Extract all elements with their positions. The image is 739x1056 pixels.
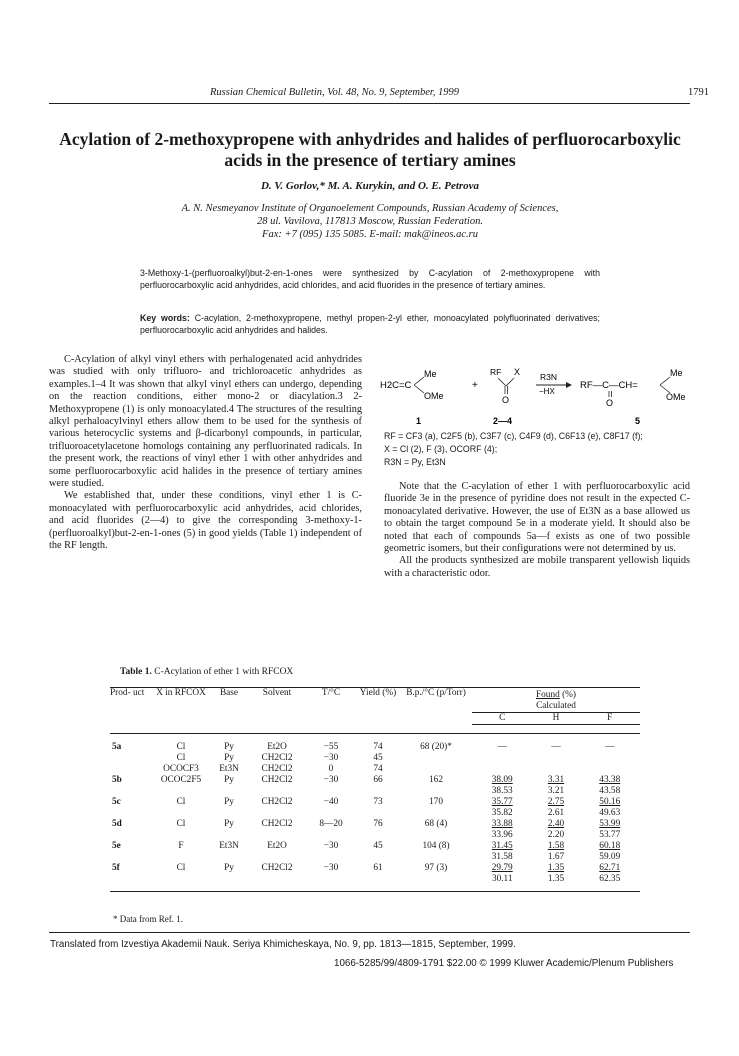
article-title: Acylation of 2-methoxypropene with anhydrides and halides of perfluorocarboxylic acids in the presence of tertiary amines	[59, 129, 681, 170]
table-cell-calc-h: 2.61	[547, 807, 565, 818]
paragraph: All the products synthesized are mobile transparent yellowish liquids with a characteristic odor.	[384, 555, 690, 579]
table-cell-x: Cl	[176, 741, 186, 752]
table-cell-t: 0	[328, 763, 334, 774]
table-cell-found-f: 62.71	[599, 862, 621, 873]
table-cell-yield: 74	[373, 741, 383, 752]
table-row	[110, 742, 640, 753]
table-cell-found-c: 29.79	[491, 862, 513, 873]
table-cell-yield: 74	[373, 763, 383, 774]
table-cell-calc-c: 35.82	[491, 807, 513, 818]
product-carbonyl-o: O	[606, 398, 614, 408]
table-cell-calc-f: 49.63	[599, 807, 621, 818]
table-row-calculated	[110, 874, 640, 885]
product-methyl: Me	[670, 368, 683, 378]
table-cell-solvent: CH2Cl2	[261, 862, 293, 873]
table-row	[110, 775, 640, 786]
table-cell-t: −30	[323, 840, 339, 851]
table-cell-found-h: 1.35	[547, 862, 565, 873]
table-cell-found-f: 50.16	[599, 796, 621, 807]
table-cell-found-c: 35.77	[491, 796, 513, 807]
header-x: X in RFCOX	[152, 688, 210, 725]
table-cell-found-h	[532, 753, 579, 764]
table-cell-solvent: Et2O	[267, 840, 287, 851]
publisher-ids: 1066-5285/99/4809-1791 $22.00 © 1999 Kluwer Academic/Plenum Publishers	[334, 958, 674, 969]
table-cell-calc-c: 31.58	[491, 851, 513, 862]
table-row	[110, 797, 640, 808]
amine-reagent: R3N	[540, 372, 558, 382]
table-cell-found-f: 53.99	[599, 818, 621, 829]
table-cell-t: −30	[323, 752, 339, 763]
header-base: Base	[210, 688, 248, 725]
plus-sign: +	[472, 380, 478, 391]
table-cell-solvent: CH2Cl2	[261, 818, 293, 829]
table-cell-found-f: 60.18	[599, 840, 621, 851]
table-cell-found-h: 1.58	[547, 840, 565, 851]
table-row	[110, 764, 640, 775]
table-cell-calc-c: 30.11	[491, 873, 513, 884]
table-cell-found-c: —	[497, 741, 507, 752]
table-cell-calc-f: 43.58	[599, 785, 621, 796]
table-cell-calc-h: 2.20	[547, 829, 565, 840]
table-cell-x: Cl	[176, 752, 186, 763]
table-cell-solvent: Et2O	[267, 741, 287, 752]
methoxy-label: OMe	[424, 391, 444, 401]
table-cell-solvent: CH2Cl2	[261, 796, 293, 807]
table-cell-yield: 45	[373, 752, 383, 763]
table-cell-found-h: 2.75	[547, 796, 565, 807]
keywords	[140, 313, 600, 336]
table-cell-calc-f: 59.09	[599, 851, 621, 862]
table-cell-found-c	[472, 764, 532, 775]
product-methoxy: OMe	[666, 392, 686, 402]
table-cell-id: 5d	[112, 818, 122, 829]
table-row-calculated	[110, 808, 640, 819]
table-cell-x: Cl	[176, 796, 186, 807]
table-cell-x: Cl	[176, 862, 186, 873]
table-cell-bp: 97 (3)	[424, 862, 448, 873]
table-row-calculated	[110, 830, 640, 841]
table-cell-base: Et3N	[219, 763, 239, 774]
header-bp: B.p./°C (p/Torr)	[400, 688, 472, 725]
header-analysis	[472, 688, 640, 713]
paragraph: We established that, under these conditions, vinyl ether 1 is C-monoacylated with perfluorocarboxylic acid anhydrides, acid chlorides, and acid fluorides (2—4) to give the corresponding 3-methoxy-1-(perfluoroalkyl)but-2-en-1-ones (5) in good yields (Table 1) independent of the RF length.	[49, 490, 362, 552]
table-cell-id: 5e	[112, 840, 121, 851]
table-cell-found-h: 3.31	[547, 774, 565, 785]
header-pct: (%)	[562, 690, 577, 700]
carbonyl-o: O	[502, 395, 510, 405]
table-cell-yield: 73	[373, 796, 383, 807]
table-cell-bp: 162	[429, 774, 443, 785]
definition-line: R3N = Py, Et3N	[384, 457, 446, 467]
table-cell-id	[110, 753, 152, 764]
table-cell-yield: 76	[373, 818, 383, 829]
table-cell-t: −55	[323, 741, 339, 752]
definition-line: X = Cl (2), F (3), OCORF (4);	[384, 444, 498, 454]
table-cell-found-f: —	[605, 741, 615, 752]
table-row-calculated	[110, 852, 640, 863]
reactant-1-formula: H2C=C	[380, 380, 412, 391]
table-cell-base: Py	[224, 741, 234, 752]
table-row-calculated	[110, 786, 640, 797]
table-cell-calc-h: 3.21	[547, 785, 565, 796]
table-cell-solvent: CH2Cl2	[261, 763, 293, 774]
table-cell-found-f	[580, 764, 640, 775]
table-cell-solvent: CH2Cl2	[261, 774, 293, 785]
table-cell-id: 5c	[112, 796, 121, 807]
table-cell-x: F	[178, 840, 184, 851]
header-h: H	[532, 713, 579, 725]
table-cell-calc-c: 33.96	[491, 829, 513, 840]
table-cell-found-f	[580, 753, 640, 764]
body-left-column	[49, 354, 362, 553]
table-cell-found-c: 31.45	[491, 840, 513, 851]
table-cell-id: 5f	[112, 862, 120, 873]
table-cell-x: OCOC2F5	[160, 774, 202, 785]
running-header: Russian Chemical Bulletin, Vol. 48, No. 9, September, 1999	[210, 87, 460, 98]
rf-label: RF	[490, 367, 502, 377]
table-row	[110, 753, 640, 764]
scheme-definitions	[384, 430, 690, 469]
table-cell-yield: 61	[373, 862, 383, 873]
header-f: F	[580, 713, 640, 725]
table-cell-yield: 66	[373, 774, 383, 785]
table-body	[110, 734, 640, 885]
table-cell-calc-c: 38.53	[491, 785, 513, 796]
header-solvent: Solvent	[248, 688, 306, 725]
table-cell-bp: 68 (20)*	[420, 741, 452, 752]
definition-line: RF = CF3 (a), C2F5 (b), C3F7 (c), C4F9 (d), C6F13 (e), C8F17 (f);	[384, 431, 643, 441]
table-cell-calc-h: 1.67	[547, 851, 565, 862]
minus-hx: −HX	[539, 387, 555, 396]
paragraph: Note that the C-acylation of ether 1 with perfluorocarboxylic acid fluoride 3e in the presence of pyridine does not result in the expected C-monoacylated derivative. However, the use of Et3N as a base allowed us to obtain the target compound 5e in a moderate yield. It should also be noted that each of compounds 5a—f exists as one of two possible geometric isomers, but their configurations were not determined by us.	[384, 481, 690, 555]
authors: D. V. Gorlov,* M. A. Kurykin, and O. E. Petrova	[260, 180, 480, 192]
table-cell-bp	[400, 764, 472, 775]
header-yield: Yield (%)	[356, 688, 400, 725]
translation-note: Translated from Izvestiya Akademii Nauk. Seriya Khimicheskaya, No. 9, pp. 1813—1815, September, 1999.	[50, 939, 516, 950]
paragraph: C-Acylation of alkyl vinyl ethers with perhalogenated acid anhydrides was studied with only trifluoro- and trichloroacetic anhydrides as examples.1–4 It was shown that alkyl vinyl ethers can undergo, depending on the reaction conditions, either mono-2 or diacylation.3 2-Methoxypropene (1) is only monoacylated.4 The structures of the resulting alkyl perhaloacylvinyl ethers allow them to be used for the synthesis of various heterocyclic systems and β-dicarbonyl compounds, in particular, trifluoroacetylacetone homologs containing any perfluorinated radicals. In the present work, the reactions of vinyl ether 1 with other anhydrides and some perfluorocarboxylic acid halides in the presence of tertiary amines were studied.	[49, 354, 362, 490]
header-found: Found	[535, 690, 560, 700]
table-cell-bp	[400, 753, 472, 764]
table-cell-base: Py	[224, 752, 234, 763]
affiliation	[60, 202, 680, 241]
table-footnote: * Data from Ref. 1.	[113, 914, 183, 924]
table-cell-id: 5a	[112, 741, 122, 752]
table-row	[110, 841, 640, 852]
table-cell-bp: 68 (4)	[424, 818, 448, 829]
table-cell-found-f: 43.38	[599, 774, 621, 785]
header-c: C	[472, 713, 532, 725]
table-cell-base: Py	[224, 796, 234, 807]
table-caption	[120, 667, 293, 677]
reaction-scheme-graphic	[380, 356, 690, 428]
table-cell-found-h	[532, 764, 579, 775]
affiliation-line: Fax: +7 (095) 135 5085. E-mail: mak@ineos.ac.ru	[262, 229, 478, 240]
table-cell-found-h: 2.40	[547, 818, 565, 829]
product-formula: RF—C—CH=	[580, 380, 638, 391]
x-label: X	[514, 367, 521, 377]
compound-label-2-4: 2—4	[493, 416, 513, 426]
table-cell-bp: 170	[429, 796, 443, 807]
table-row	[110, 819, 640, 830]
table-caption-label: Table 1.	[120, 667, 152, 677]
table-cell-found-c: 33.88	[491, 818, 513, 829]
data-table	[110, 687, 640, 892]
header-calculated: Calculated	[536, 701, 576, 711]
table-cell-id: 5b	[112, 774, 122, 785]
keywords-label: Key words:	[140, 313, 190, 323]
table-cell-bp: 104 (8)	[422, 840, 450, 851]
table-cell-found-c	[472, 753, 532, 764]
header-rule	[49, 103, 690, 104]
table-cell-yield: 45	[373, 840, 383, 851]
abstract: 3-Methoxy-1-(perfluoroalkyl)but-2-en-1-ones were synthesized by C-acylation of 2-methoxypropene with perfluorocarboxylic acid anhydrides, acid chlorides, and acid fluorides in the presence of tertiary amines.	[140, 268, 600, 290]
table-cell-t: −30	[323, 774, 339, 785]
table-cell-x: Cl	[176, 818, 186, 829]
header-product: Prod- uct	[110, 688, 152, 725]
table-cell-calc-f: 62.35	[599, 873, 621, 884]
table-caption-text: C-Acylation of ether 1 with RFCOX	[154, 667, 294, 677]
table-cell-calc-h: 1.35	[547, 873, 565, 884]
table-cell-found-c: 38.09	[491, 774, 513, 785]
compound-label-5: 5	[635, 416, 641, 426]
table-cell-x: OCOCF3	[163, 763, 199, 774]
methyl-label: Me	[424, 369, 437, 379]
table-cell-calc-f: 53.77	[599, 829, 621, 840]
table-cell-id	[110, 764, 152, 775]
affiliation-line: 28 ul. Vavilova, 117813 Moscow, Russian Federation.	[257, 216, 483, 227]
table-row	[110, 863, 640, 874]
body-right-column	[384, 481, 690, 580]
table-cell-base: Et3N	[219, 840, 239, 851]
table-cell-solvent: CH2Cl2	[261, 752, 293, 763]
compound-label-1: 1	[416, 416, 422, 426]
affiliation-line: A. N. Nesmeyanov Institute of Organoelement Compounds, Russian Academy of Sciences,	[181, 203, 559, 214]
keywords-text: C-acylation, 2-methoxypropene, methyl propen-2-yl ether, monoacylated polyfluorinated derivatives; perfluorocarboxylic acid anhydrides and halides.	[140, 313, 600, 335]
table-cell-t: −40	[323, 796, 339, 807]
table-cell-t: 8—20	[319, 818, 343, 829]
header-temp: T/°C	[306, 688, 356, 725]
page-number: 1791	[688, 87, 709, 98]
table-cell-base: Py	[224, 862, 234, 873]
table-cell-base: Py	[224, 774, 234, 785]
footer-rule	[49, 932, 690, 933]
table-cell-found-h: —	[551, 741, 561, 752]
table-cell-base: Py	[224, 818, 234, 829]
table-cell-t: −30	[323, 862, 339, 873]
